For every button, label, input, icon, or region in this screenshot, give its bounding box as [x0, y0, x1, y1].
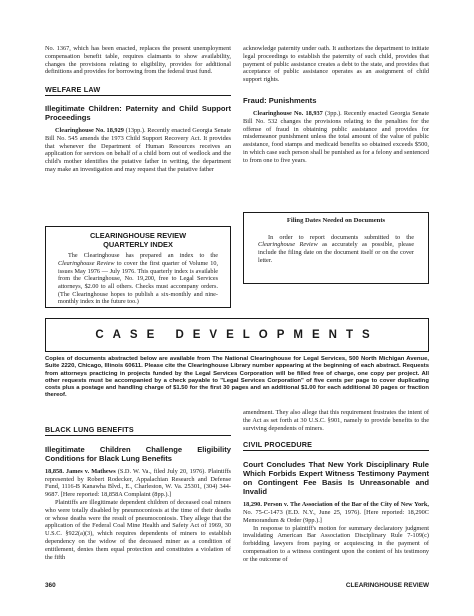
continued-paragraph: amendment. They also allege that this requirement frustrates the intent of the Act as set forth at 30 U.S.C. §901, namely to provide benefits to the surviving dependents of miners. — [243, 409, 429, 432]
section-heading-black-lung: BLACK LUNG BENEFITS — [45, 425, 134, 434]
section-heading-civil-procedure: CIVIL PROCEDURE — [243, 440, 313, 450]
right-top-column — [243, 45, 429, 165]
clearinghouse-ref: Clearinghouse No. 18,937 — [253, 109, 323, 117]
article-title-black-lung: Illegitimate Children Challenge Eligibility Conditions for Black Lung Benefits — [45, 444, 231, 463]
article-body-child-support: Clearinghouse No. 18,929 (13pp.). Recently enacted Georgia Senate Bill No. 545 amends the 1973 Child Support Recovery Act. It provides that whenever the Department of Human Resources receives an application for services on behalf of a child born out of wedlock and the child's mother identifies the putative father in writing, the department may make an investigation and may request that the putative father — [45, 126, 231, 173]
case-body-paragraph: Plaintiffs are illegitimate dependent children of deceased coal miners who were totally disabled by pneumoconiosis at the time of their deaths or whose deaths were the result of pneumoconiosis. They allege that the application of the Federal Coal Mine Health and Safety Act of 1969, 30 U.S.C. §922(a)(3), which requires dependents of miners to establish dependency on the widow of the deceased miner as a condition of entitlement, denies them equal protection and constitutes a violation of the fifth — [45, 498, 231, 561]
article-title-ny-disciplinary-rule: Court Concludes That New York Disciplinary Rule Which Forbids Expert Witness Testimony Payment on Contingent Fee Basis Is Unreasonable and Invalid — [243, 460, 429, 497]
quarterly-index-box — [45, 226, 231, 308]
case-ref: 18,290. Person v. The Association of the Bar of the City of New York, — [243, 501, 429, 509]
case-citation-james-v-mathews: 18,858. James v. Mathews (S.D. W. Va., filed July 20, 1976). Plaintiffs represented by Robert Rodecker, Appalachian Research and Defense Fund, 1116-B Kanawha Blvd., E., Charleston, W. Va. 25301, (304) 344-9687. [Here reported: 18,858A Complaint (8pp.).] — [45, 467, 231, 499]
publication-name: CLEARINGHOUSE REVIEW — [345, 582, 429, 589]
right-bottom-column — [243, 409, 429, 564]
article-body-fraud: Clearinghouse No. 18,937 (3pp.). Recently enacted Georgia Senate Bill No. 532 changes the provisions relating to the penalties for the offense of fraud in obtaining public assistance and provides for misdemeanor punishment unless the total amount of the value of public assistance, food stamps and medicaid benefits so obtained exceeds $500, in which case such person shall be punished as for a felony and sentenced to from one to five years. — [243, 109, 429, 164]
case-citation-person-v-bar: 18,290. Person v. The Association of the Bar of the City of New York, No. 75-C-1473 (E.D. N.Y., June 25, 1976). [Here reported: 18,290C Memorandum & Order (9pp.).] — [243, 501, 429, 524]
article-title-fraud: Fraud: Punishments — [243, 95, 317, 105]
page-number: 360 — [45, 582, 56, 589]
section-rule — [45, 435, 231, 436]
continued-paragraph: acknowledge paternity under oath. It authorizes the department to initiate legal proceedings to establish the paternity of such child, provides that payment of public assistance creates a debt to the state, and provides that acceptance of public assistance operates as an assignment of child support rights. — [243, 45, 429, 84]
filing-dates-box — [243, 212, 429, 284]
continued-paragraph: No. 1367, which has been enacted, replaces the present unemployment compensation benefit table, requires claimants to show availability, changes the provisions relating to eligibility, provides for additional definitions and provides for borrowing from the federal trust fund. — [45, 45, 231, 76]
case-ref: 18,858. James v. Mathews — [45, 467, 116, 475]
document-copies-notice: Copies of documents abstracted below are available from The National Clearinghouse for Legal Services, 500 North Michigan Avenue, Suite 2220, Chicago, Illinois 60611. Please cite the Clearinghouse Library number appearing at the beginning of each abstract. Requests from attorneys practicing in projects funded by the Legal Services Corporation will be filled free of charge, one copy per project. All other requests must be accompanied by a check payable to "Legal Services Corporation" of five cents per page to cover duplicating costs plus a postage and handling charge of $1.50 for the first 30 pages and an additional $1.00 for each additional 30 pages or fraction thereof. — [45, 356, 429, 399]
article-title-illegitimate-children: Illegitimate Children: Paternity and Child Support Proceedings — [45, 103, 231, 122]
index-box-title-line1: CLEARINGHOUSE REVIEW — [89, 231, 187, 240]
clearinghouse-ref: Clearinghouse No. 18,929 — [55, 126, 124, 134]
left-top-column — [45, 45, 231, 174]
filing-box-title: Filing Dates Needed on Documents — [286, 217, 386, 224]
index-box-body: The Clearinghouse has prepared an index to the Clearinghouse Review to cover the first quarter of Volume 10, issues May 1976 — July 1976. This quarterly index is available from the Clearinghouse, No. 19,200, free to Legal Services attorneys, $2.00 to all others. Checks must accompany orders. (The Clearinghouse hopes to publish a six-monthly and nine-monthly index in the future too.) — [58, 252, 218, 306]
index-box-title-line2: QUARTERLY INDEX — [103, 239, 173, 249]
case-developments-banner — [45, 318, 429, 352]
filing-box-body: In order to report documents submitted to the Clearinghouse Review as accurately as possible, please include the filing date on the document itself or on the cover letter. — [258, 233, 414, 264]
section-rule — [243, 450, 429, 451]
section-heading-welfare-law: WELFARE LAW — [45, 85, 101, 95]
section-rule — [45, 95, 231, 96]
case-body-paragraph: In response to plaintiff's motion for summary declaratory judgment invalidating American Bar Association Disciplinary Rule 7-109(c) forbidding lawyers from paying or acquiescing in the payment of compensation to a witness contingent upon the content of his testimony or the outcome of — [243, 524, 429, 563]
case-developments-title: CASE DEVELOPMENTS — [95, 329, 379, 341]
left-bottom-column — [45, 426, 231, 561]
